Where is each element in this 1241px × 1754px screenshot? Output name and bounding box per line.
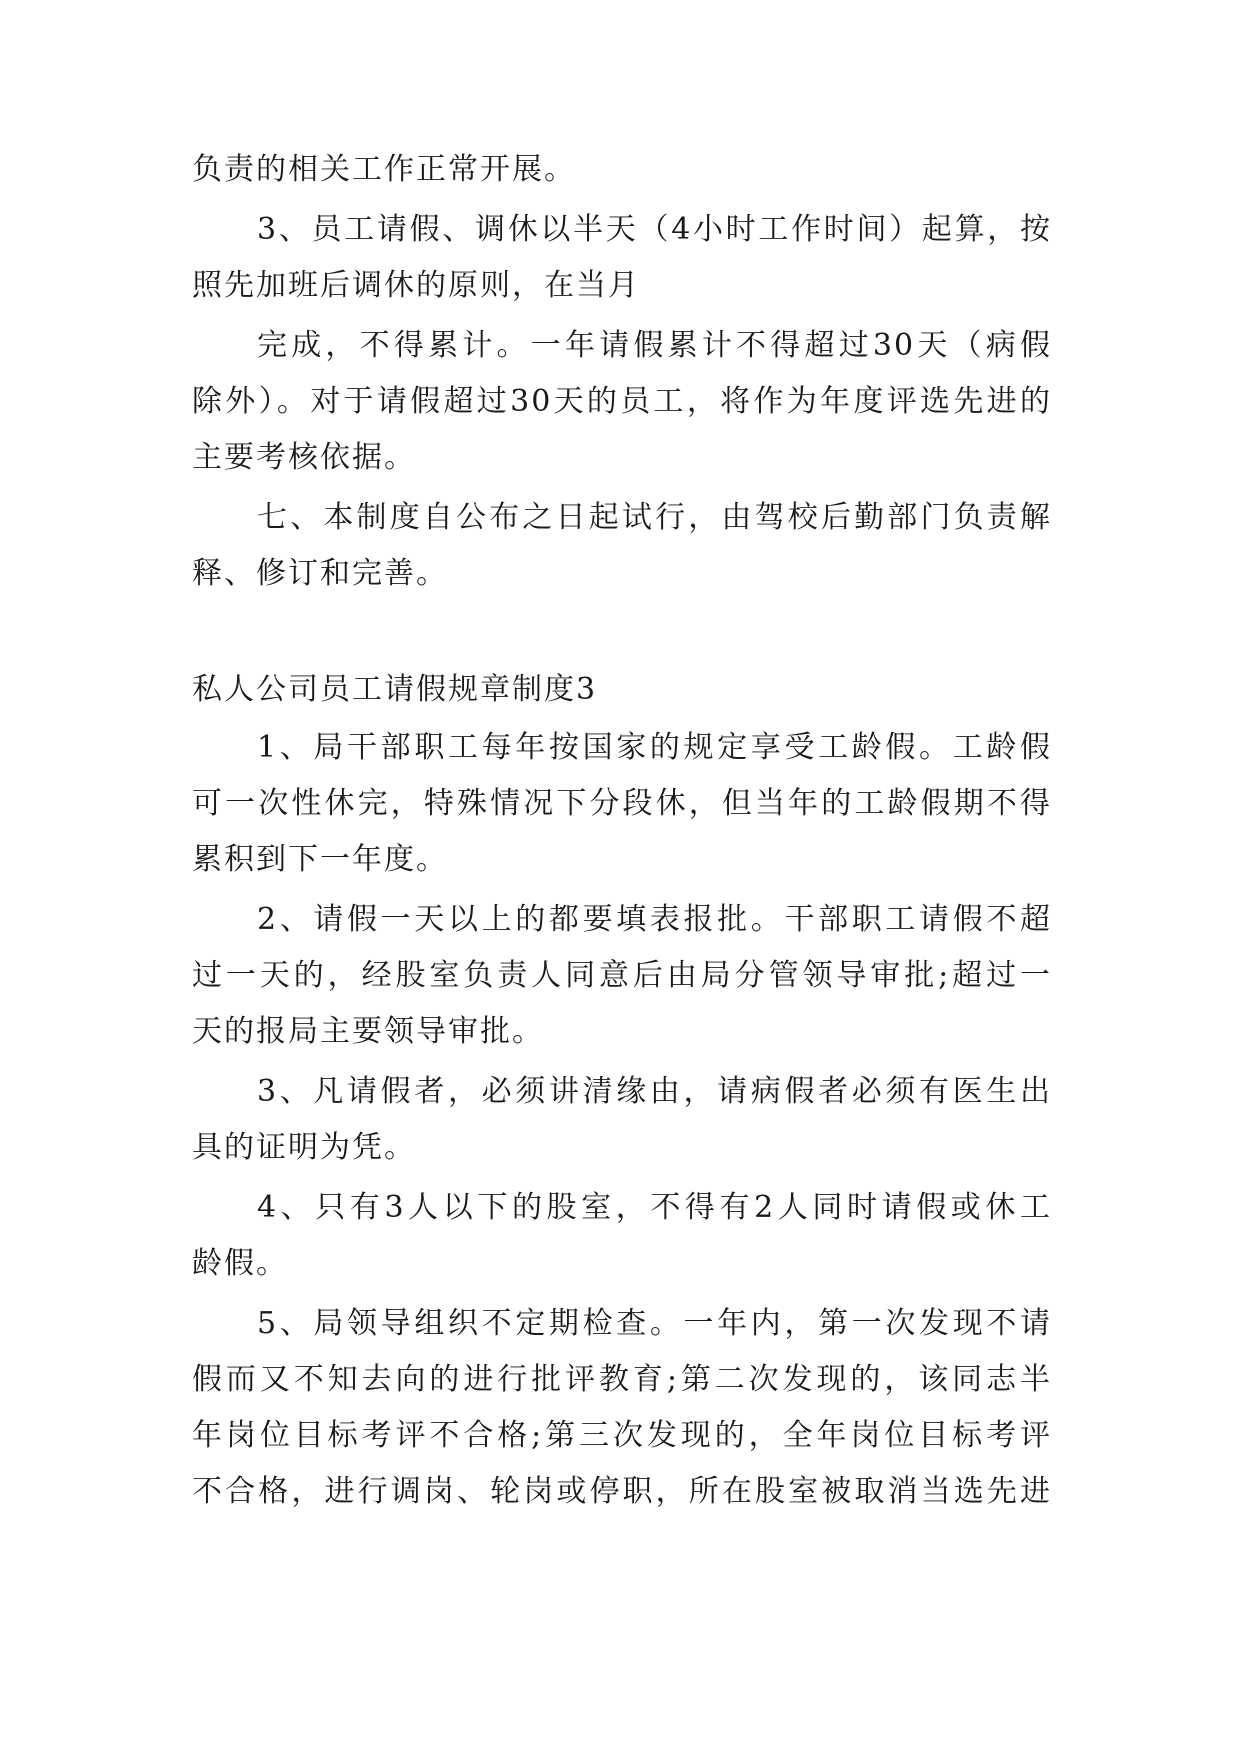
text-line: 可一次性休完，特殊情况下分段休，但当年的工龄假期不得: [192, 786, 1052, 821]
text-line: 主要考核依据。: [192, 440, 416, 475]
text-line: 负责的相关工作正常开展。: [192, 152, 576, 187]
text-line: 天的报局主要领导审批。: [192, 1014, 544, 1049]
text-line: 完成，不得累计。一年请假累计不得超过30天（病假: [257, 328, 1052, 363]
text-line: 2、请假一天以上的都要填表报批。干部职工请假不超: [257, 902, 1052, 937]
text-line: 5、局领导组织不定期检查。一年内，第一次发现不请: [257, 1306, 1052, 1341]
text-line: 过一天的，经股室负责人同意后由局分管领导审批;超过一: [192, 958, 1052, 993]
text-line: 累积到下一年度。: [192, 842, 448, 877]
text-line: 1、局干部职工每年按国家的规定享受工龄假。工龄假: [257, 730, 1052, 765]
text-line: 释、修订和完善。: [192, 556, 448, 591]
text-line: 除外）。对于请假超过30天的员工，将作为年度评选先进的: [192, 384, 1052, 419]
text-line: 3、员工请假、调休以半天（4小时工作时间）起算，按: [257, 212, 1052, 247]
section-title: 私人公司员工请假规章制度3: [192, 672, 598, 707]
text-line: 不合格，进行调岗、轮岗或停职，所在股室被取消当选先进: [192, 1474, 1052, 1509]
text-line: 年岗位目标考评不合格;第三次发现的，全年岗位目标考评: [192, 1418, 1052, 1453]
text-line: 龄假。: [192, 1246, 288, 1281]
text-line: 照先加班后调休的原则，在当月: [192, 268, 640, 303]
text-line: 4、只有3人以下的股室，不得有2人同时请假或休工: [257, 1190, 1052, 1225]
text-line: 具的证明为凭。: [192, 1130, 416, 1165]
text-line: 七、本制度自公布之日起试行，由驾校后勤部门负责解: [257, 500, 1052, 535]
text-line: 3、凡请假者，必须讲清缘由，请病假者必须有医生出: [257, 1074, 1052, 1109]
text-line: 假而又不知去向的进行批评教育;第二次发现的，该同志半: [192, 1362, 1052, 1397]
